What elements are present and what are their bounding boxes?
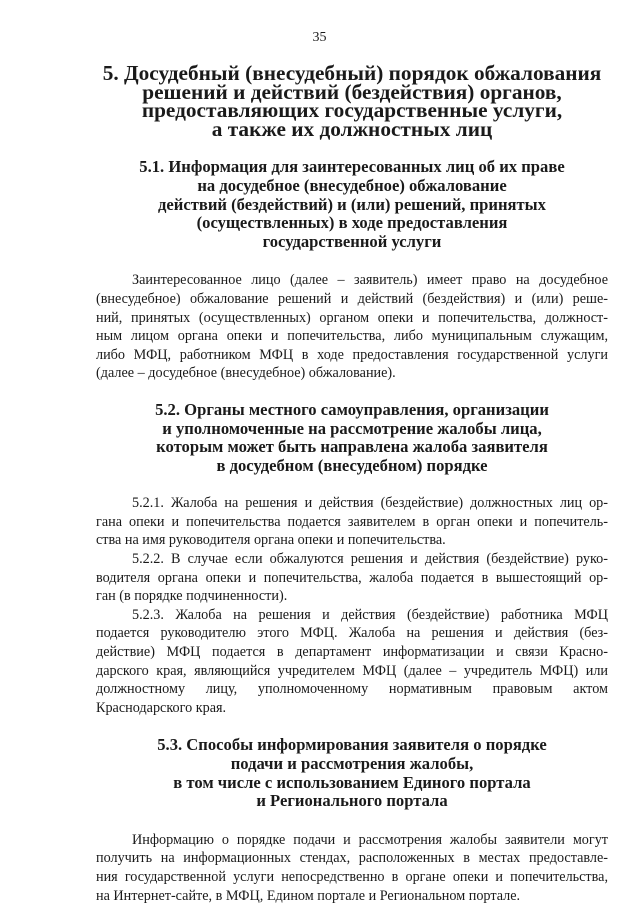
heading-line: 5.2. Органы местного самоуправления, организации	[155, 399, 549, 419]
section-5-1-paragraph	[96, 271, 608, 383]
paragraph-line: на Интернет-сайте, в МФЦ, Едином портале и Региональном портале.	[96, 887, 521, 904]
heading-line: которым может быть направлена жалоба заявителя	[156, 437, 548, 457]
paragraph-line: (внесудебное) обжалование решений и действий (бездействия) и (или) реше-	[96, 290, 608, 307]
paragraph-line: дарского края, являющийся учредителем МФЦ (далее – учредитель МФЦ) или	[96, 662, 608, 679]
paragraph-line: 5.2.3. Жалоба на решения и действия (бездействие) работника МФЦ	[132, 606, 608, 623]
heading-line: государственной услуги	[262, 231, 442, 251]
heading-line: в том числе с использованием Единого портала	[173, 772, 531, 792]
heading-line: подачи и рассмотрения жалобы,	[230, 754, 474, 773]
clause-5-2-1	[96, 494, 608, 550]
heading-line: 5. Досудебный (внесудебный) порядок обжалования	[102, 61, 602, 85]
paragraph-line: действие) МФЦ подается в департамент информатизации и связи Красно-	[96, 644, 608, 661]
paragraph-line: Краснодарского края.	[96, 699, 227, 716]
section-5-1-heading	[96, 158, 608, 251]
clause-5-2-3	[96, 606, 608, 718]
paragraph-line: должностному лицу, уполномоченному нормативным правовым актом	[96, 681, 608, 698]
section-5-3-heading	[96, 736, 608, 810]
paragraph-line: ний, принятых (осуществленных) органом опеки и попечительства, должност-	[96, 309, 608, 326]
paragraph-line: Заинтересованное лицо (далее – заявитель) имеет право на досудебное	[132, 272, 608, 289]
heading-line: 5.3. Способы информирования заявителя о порядке	[157, 735, 547, 755]
heading-line: а также их должностных лиц	[211, 116, 493, 141]
paragraph-line: получить на информационных стендах, расположенных в местах предоставле-	[96, 850, 608, 867]
heading-line: решений и действий (бездействия) органов,	[142, 79, 562, 104]
document-body	[96, 61, 608, 905]
section-5-3-paragraph	[96, 831, 608, 905]
paragraph-line: (далее – досудебное (внесудебное) обжалование).	[96, 365, 396, 382]
section-5-2-heading	[96, 401, 608, 475]
section-5-heading	[96, 61, 608, 141]
heading-line: в досудебном (внесудебном) порядке	[216, 455, 488, 475]
paragraph-line: подается руководителю этого МФЦ. Жалоба на решения и действия (без-	[96, 625, 608, 642]
paragraph-line: либо МФЦ, работником МФЦ в ходе предоставления государственной услуги	[96, 346, 608, 363]
paragraph-line: ния государственной услуги непосредственно в органе опеки и попечительства,	[96, 868, 608, 885]
paragraph-line: 5.2.1. Жалоба на решения и действия (бездействие) должностных лиц ор-	[132, 495, 608, 512]
heading-line: и уполномоченные на рассмотрение жалобы лица,	[162, 418, 542, 438]
paragraph-line: водителя органа опеки и попечительства, жалоба подается в вышестоящий ор-	[96, 569, 608, 586]
heading-line: и Регионального портала	[256, 791, 448, 811]
heading-line: предоставляющих государственные услуги,	[141, 98, 563, 123]
clause-5-2-2	[96, 550, 608, 606]
paragraph-line: 5.2.2. В случае если обжалуются решения и действия (бездействие) руко-	[132, 551, 608, 568]
page-number: 35	[312, 30, 327, 45]
paragraph-line: ства на имя руководителя органа опеки и попечительства.	[96, 532, 446, 549]
heading-line: действий (бездействий) и (или) решений, принятых	[158, 194, 546, 214]
heading-line: (осуществленных) в ходе предоставления	[196, 213, 508, 233]
paragraph-line: Информацию о порядке подачи и рассмотрения жалобы заявители могут	[132, 831, 608, 848]
heading-line: на досудебное (внесудебное) обжалование	[197, 175, 507, 195]
paragraph-line: гана опеки и попечительства подается заявителем в орган опеки и попечитель-	[96, 513, 608, 530]
heading-line: 5.1. Информация для заинтересованных лиц об их праве	[139, 157, 565, 177]
paragraph-line: ным лицом органа опеки и попечительства, либо муниципальным служащим,	[96, 328, 608, 345]
paragraph-line: ган (в порядке подчиненности).	[96, 588, 288, 605]
